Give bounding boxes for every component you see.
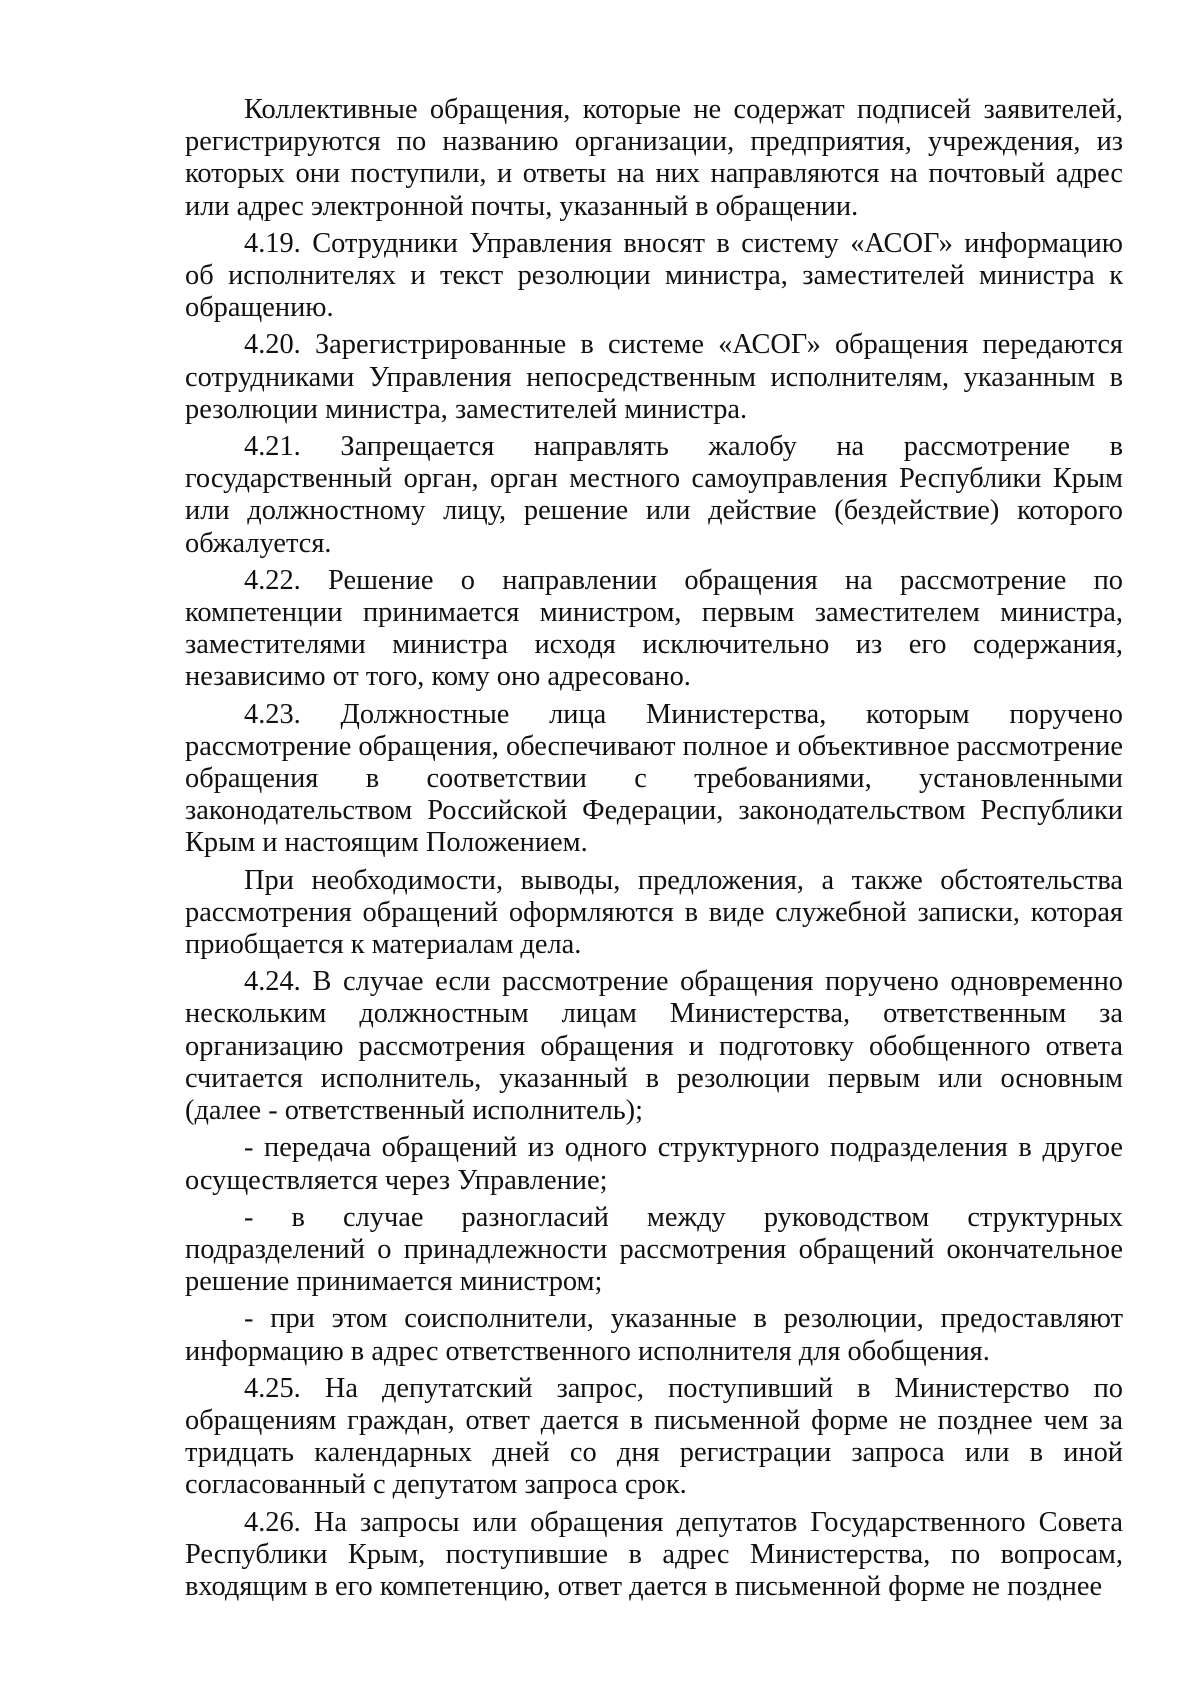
paragraph-4-24: 4.24. В случае если рассмотрение обращения поручено одновременно нескольким должностным лицам Министерства, ответственным за организацию рассмотрения обращения и подготовку обобщенного ответа считается исполнитель, указанный в резолюции первым или основным (далее - ответственный исполнитель);: [185, 966, 1123, 1127]
paragraph-4-19: 4.19. Сотрудники Управления вносят в систему «АСОГ» информацию об исполнителях и текст резолюции министра, заместителей министра к обращению.: [185, 227, 1123, 324]
list-item-co-executors: - при этом соисполнители, указанные в резолюции, предоставляют информацию в адрес ответственного исполнителя для обобщения.: [185, 1303, 1123, 1367]
paragraph-4-22: 4.22. Решение о направлении обращения на рассмотрение по компетенции принимается министром, первым заместителем министра, заместителями министра исходя исключительно из его содержания, независимо от того, кому оно адресовано.: [185, 564, 1123, 693]
paragraph-4-26: 4.26. На запросы или обращения депутатов Государственного Совета Республики Крым, поступившие в адрес Министерства, по вопросам, входящим в его компетенцию, ответ дается в письменной форме не позднее: [185, 1506, 1123, 1602]
paragraph-4-21: 4.21. Запрещается направлять жалобу на рассмотрение в государственный орган, орган местного самоуправления Республики Крым или должностному лицу, решение или действие (бездействие) которого обжалуется.: [185, 431, 1123, 559]
list-item-transfer: - передача обращений из одного структурного подразделения в другое осуществляется через Управление;: [185, 1132, 1123, 1196]
paragraph-4-23: 4.23. Должностные лица Министерства, которым поручено рассмотрение обращения, обеспечивают полное и объективное рассмотрение обращения в соответствии с требованиями, установленными законодательством Российской Федерации, законодательством Республики Крым и настоящим Положением.: [185, 698, 1123, 859]
paragraph-collective-appeals: Коллективные обращения, которые не содержат подписей заявителей, регистрируются по названию организации, предприятия, учреждения, из которых они поступили, и ответы на них направляются на почтовый адрес или адрес электронной почты, указанный в обращении.: [185, 94, 1123, 222]
paragraph-4-25: 4.25. На депутатский запрос, поступивший в Министерство по обращениям граждан, ответ дается в письменной форме не позднее чем за тридцать календарных дней со дня регистрации запроса или в иной согласованный с депутатом запроса срок.: [185, 1372, 1123, 1501]
paragraph-conclusions: При необходимости, выводы, предложения, а также обстоятельства рассмотрения обращений оформляются в виде служебной записки, которая приобщается к материалам дела.: [185, 864, 1123, 961]
list-item-disagreements: - в случае разногласий между руководством структурных подразделений о принадлежности рассмотрения обращений окончательное решение принимается министром;: [185, 1201, 1123, 1298]
paragraph-4-20: 4.20. Зарегистрированные в системе «АСОГ» обращения передаются сотрудниками Управления непосредственным исполнителям, указанным в резолюции министра, заместителей министра.: [185, 329, 1123, 425]
